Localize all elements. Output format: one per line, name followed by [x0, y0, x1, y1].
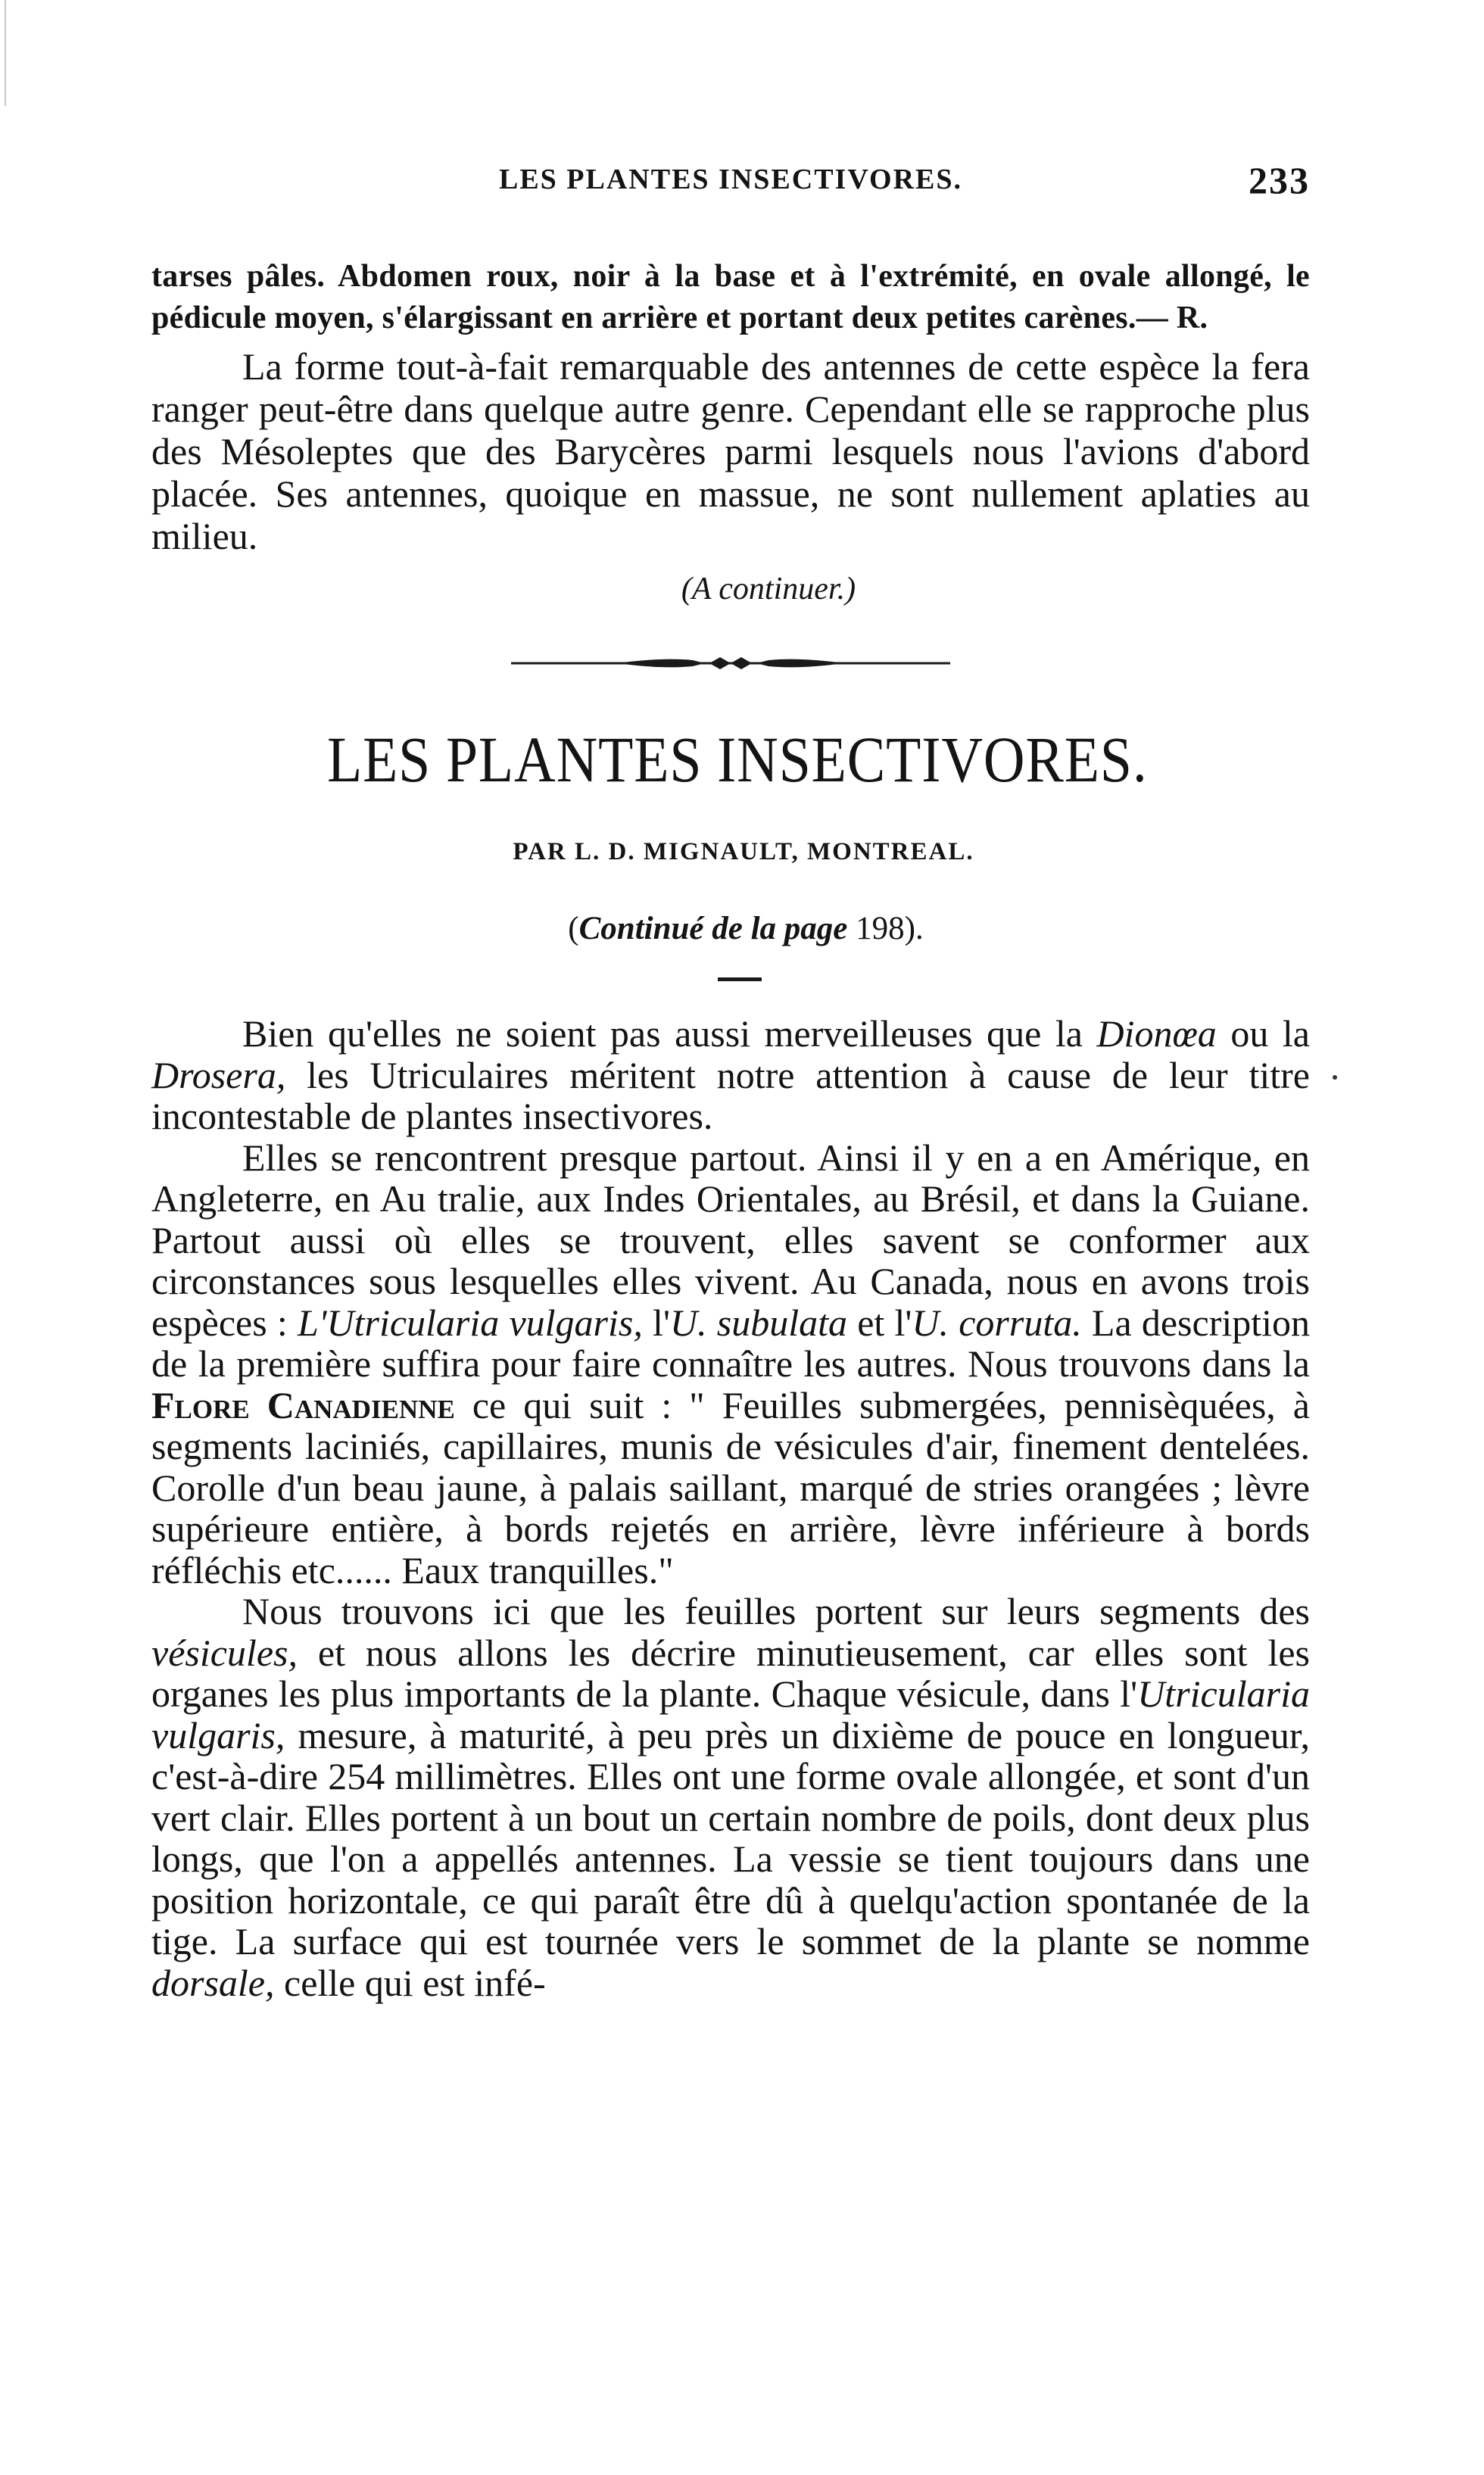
article-paragraph-2: [151, 1137, 1310, 1591]
margin-speck: [1333, 1075, 1337, 1080]
article-paragraph-1: [151, 1013, 1310, 1137]
text-span: ce qui suit : " Feuilles submergées, pennisèquées, à segments laciniés, capillaires, munis de vésicules d'air, finement dentelées. Corolle d'un beau jaune, à palais saillant, marqué de stries orangées ; lèvre supérieure entière, à bords rejetés en arrière, lèvre inférieure à bords réfléchis etc...... Eaux tranquilles.": [151, 1383, 1311, 1591]
article-byline: PAR L. D. MIGNAULT, MONTREAL.: [513, 838, 974, 865]
italic-span: vésicules,: [151, 1631, 298, 1674]
text-span: Elles se rencontrent presque partout. Ainsi il y en a en Amérique, en Angleterre, en Au tralie, aux Indes Orientales, au Brésil, et dans la Guiane. Partout aussi où elles se trouvent, elles savent se conformer aux circonstances sous lesquelles elles vivent. Au Canada, nous en avons trois espèces :: [151, 1136, 1310, 1344]
short-rule: [718, 977, 762, 981]
italic-span: Drosera,: [151, 1053, 286, 1096]
previous-article-paragraph-1: tarses pâles. Abdomen roux, noir à la base et à l'extrémité, en ovale allongé, le pédicule moyen, s'élargissant en arrière et portant deux petites carènes.— R.: [151, 259, 1310, 335]
text-span: ou la: [1216, 1012, 1310, 1055]
continued-suffix: 198).: [847, 911, 924, 946]
text-span: les Utriculaires méritent notre attention à cause de leur titre incontestable de plantes insectivores.: [151, 1053, 1310, 1137]
text-span: mesure, à maturité, à peu près un dixième de pouce en longueur, c'est-à-dire 254 millimètres. Elles ont une forme ovale allongée, et sont d'un vert clair. Elles portent à un bout un certain nombre de poils, dont deux plus longs, que l'on a appellés antennes. La vessie se tient toujours dans une position horizontale, ce qui paraît être dû à quelqu'action spontanée de la tige. La surface qui est tournée vers le sommet de la plante se nomme: [151, 1713, 1310, 1962]
text-span: La description de la première suffira pour faire connaître les autres. Nous trouvons dans la: [151, 1301, 1311, 1385]
running-title: LES PLANTES INSECTIVORES.: [498, 164, 963, 195]
text-span: Nous trouvons ici que les feuilles portent sur leurs segments des: [242, 1590, 1310, 1632]
book-page: [151, 159, 1311, 2004]
italic-span: L'Utricularia vulgaris,: [297, 1301, 643, 1344]
article-paragraph-3: [151, 1591, 1310, 2003]
text-span: et nous allons les décrire minutieusement, car elles sont les organes les plus importants de la plante. Chaque vésicule, dans l': [151, 1631, 1310, 1715]
text-span: Bien qu'elles ne soient pas aussi merveilleuses que la: [242, 1012, 1097, 1055]
continue-note: (A continuer.): [681, 572, 856, 606]
page-edge-mark: [5, 0, 6, 106]
text-span: celle qui est infé-: [274, 1961, 546, 2004]
continued-note: [151, 910, 1310, 947]
small-caps-span: Flore Canadienne: [151, 1383, 455, 1426]
italic-span: Dionœa: [1096, 1012, 1217, 1055]
page-number: 233: [1249, 159, 1310, 201]
previous-article-paragraph-2: La forme tout-à-fait remarquable des antennes de cette espèce la fera ranger peut-être dans quelque autre genre. Cependant elle se rapproche plus des Mésoleptes que des Barycères parmi lesquels nous l'avions d'abord placée. Ses antennes, quoique en massue, ne sont nullement aplaties au milieu.: [151, 345, 1310, 557]
italic-span: U. subulata: [669, 1301, 848, 1344]
italic-span: dorsale,: [151, 1961, 275, 2004]
text-span: et l': [847, 1301, 912, 1344]
italic-span: U. corruta.: [912, 1301, 1082, 1344]
continued-italic: Continué de la page: [578, 911, 848, 946]
running-head: [151, 159, 1310, 208]
ornamental-divider: [511, 654, 950, 672]
italic-span: Utricularia vulgaris,: [151, 1672, 1310, 1757]
article-title: LES PLANTES INSECTIVORES.: [326, 723, 1148, 796]
continued-prefix: (: [568, 911, 579, 946]
text-span: l': [642, 1301, 670, 1344]
